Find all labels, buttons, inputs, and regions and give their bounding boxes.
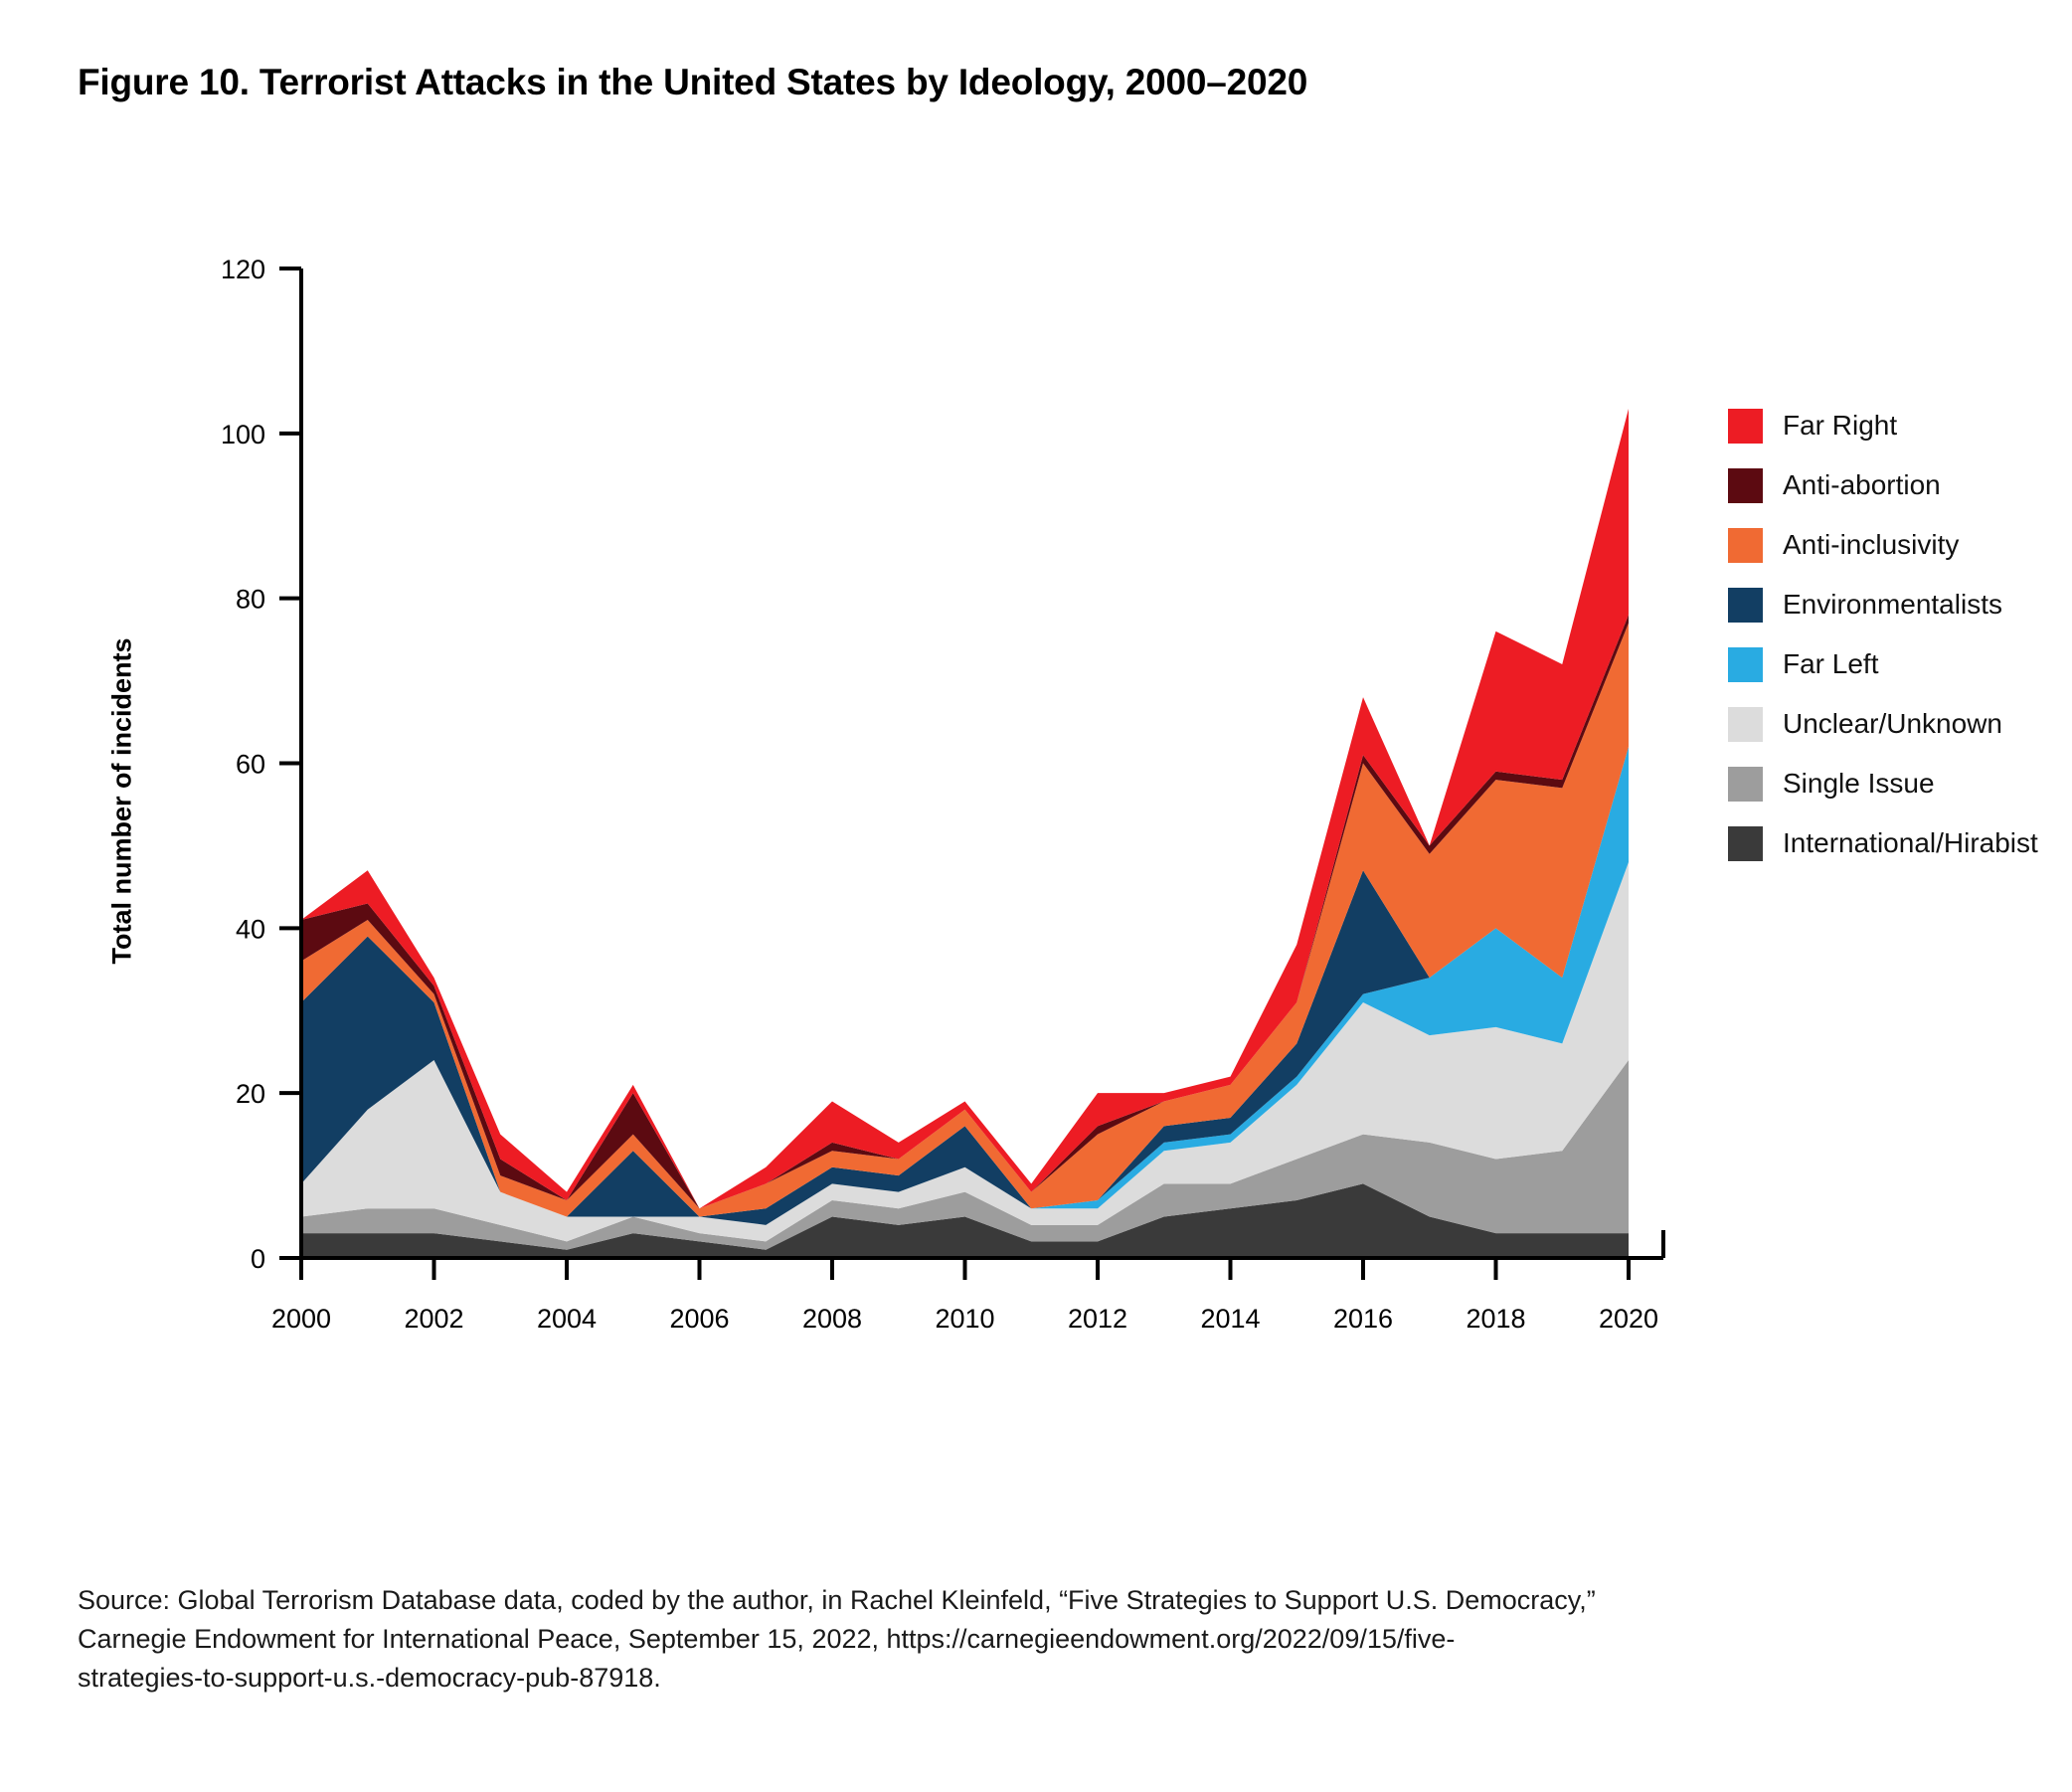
- y-tick-label: 20: [235, 1079, 265, 1110]
- source-line-1: Source: Global Terrorism Database data, coded by the author, in Rachel Kleinfeld, “Five Strategies to Support U.S. Democracy,”: [78, 1585, 1596, 1615]
- x-tick-label: 2000: [270, 1304, 332, 1334]
- legend-swatch-unclear-unknown: [1728, 707, 1763, 742]
- source-line-2: Carnegie Endowment for International Peace, September 15, 2022, https://carnegieendowment.org/2022/09/15/five-: [78, 1624, 1456, 1655]
- x-tick-label: 2006: [669, 1304, 730, 1334]
- source-line-3: strategies-to-support-u.s.-democracy-pub-87918.: [78, 1663, 661, 1694]
- legend-item-far-left: [1728, 634, 2072, 694]
- x-tick-label: 2002: [404, 1304, 464, 1334]
- legend-label-anti-abortion: Anti-abortion: [1783, 469, 1941, 500]
- legend-item-international-hirabist: [1728, 813, 2072, 873]
- legend-label-far-left: Far Left: [1783, 648, 1879, 679]
- legend-swatch-anti-inclusivity: [1728, 528, 1763, 563]
- y-tick-label: 100: [220, 419, 265, 449]
- source-note: [78, 1581, 1996, 1698]
- legend-swatch-single-issue: [1728, 767, 1763, 802]
- legend-swatch-far-left: [1728, 647, 1763, 682]
- y-tick-label: 0: [250, 1244, 265, 1274]
- y-axis-label: Total number of incidents: [106, 637, 137, 965]
- y-tick-label: 40: [235, 914, 265, 945]
- chart-container: [78, 229, 2038, 1472]
- legend-swatch-anti-abortion: [1728, 468, 1763, 503]
- legend-label-international-hirabist: International/Hirabist: [1783, 827, 2038, 858]
- stacked-area-chart: [78, 229, 1768, 1472]
- page-title: Figure 10. Terrorist Attacks in the United States by Ideology, 2000–2020: [78, 62, 1308, 102]
- legend-item-anti-abortion: [1728, 455, 2072, 515]
- y-tick-label: 80: [235, 584, 265, 615]
- x-tick-label: 2008: [801, 1304, 863, 1334]
- legend-label-unclear-unknown: Unclear/Unknown: [1783, 708, 2002, 739]
- legend-label-single-issue: Single Issue: [1783, 768, 1935, 799]
- legend-swatch-environmentalists: [1728, 588, 1763, 623]
- legend-label-environmentalists: Environmentalists: [1783, 589, 2002, 620]
- y-tick-label: 120: [220, 255, 265, 284]
- x-tick-label: 2020: [1598, 1304, 1659, 1334]
- legend-item-unclear-unknown: [1728, 694, 2072, 754]
- legend-swatch-far-right: [1728, 409, 1763, 444]
- x-tick-label: 2014: [1200, 1304, 1261, 1334]
- legend-item-environmentalists: [1728, 575, 2072, 634]
- plot-area: [78, 229, 1768, 1472]
- x-tick-label: 2016: [1332, 1304, 1394, 1334]
- legend-item-anti-inclusivity: [1728, 515, 2072, 575]
- legend-label-far-right: Far Right: [1783, 410, 1898, 441]
- legend-item-single-issue: [1728, 754, 2072, 813]
- x-tick-label: 2018: [1466, 1304, 1526, 1334]
- x-tick-label: 2004: [536, 1304, 598, 1334]
- x-tick-label: 2012: [1067, 1304, 1128, 1334]
- x-tick-label: 2010: [935, 1304, 995, 1334]
- y-tick-label: 60: [235, 749, 265, 780]
- legend-item-far-right: [1728, 396, 2072, 455]
- chart-legend: [1728, 396, 2072, 873]
- legend-label-anti-inclusivity: Anti-inclusivity: [1783, 529, 1960, 560]
- legend-swatch-international-hirabist: [1728, 826, 1763, 861]
